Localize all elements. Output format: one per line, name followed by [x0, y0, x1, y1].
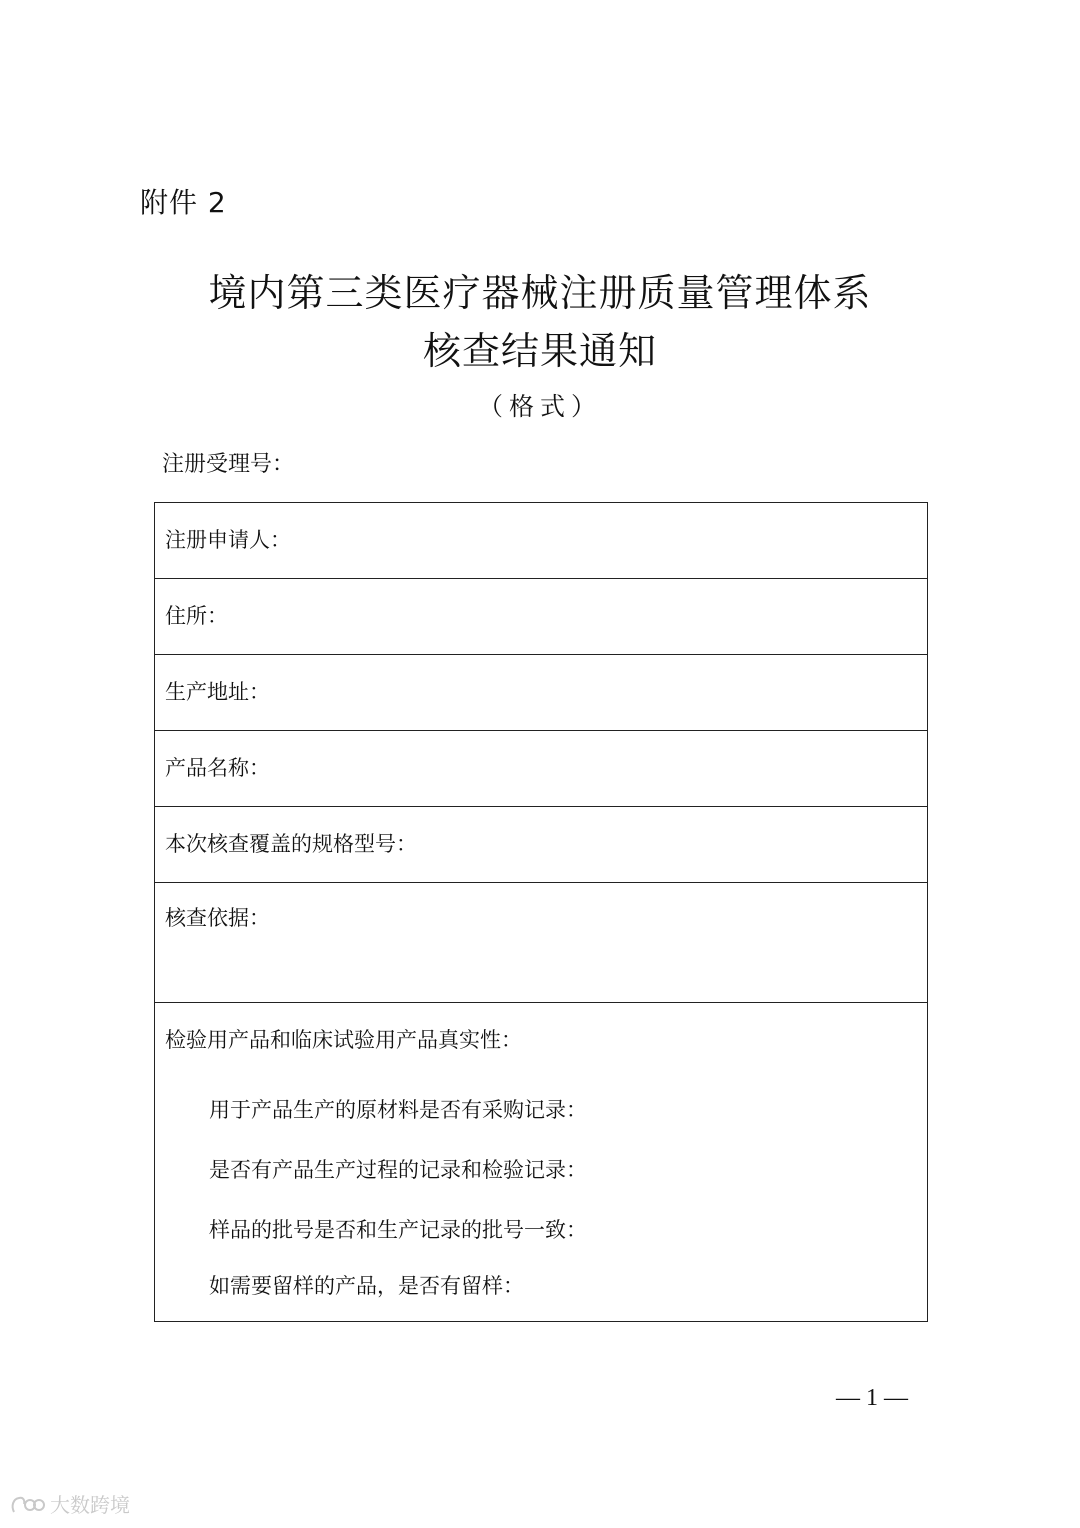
- registration-number-label: 注册受理号：: [162, 452, 295, 477]
- production-inspection-record-item: 是否有产品生产过程的记录和检验记录：: [209, 1158, 587, 1182]
- watermark-logo-icon: [10, 1494, 46, 1516]
- watermark: [10, 1492, 130, 1518]
- form-row-applicant: [155, 503, 927, 579]
- batch-number-consistency-item: 样品的批号是否和生产记录的批号一致：: [209, 1218, 587, 1242]
- form-row-models-covered: [155, 807, 927, 883]
- sample-retention-item: 如需要留样的产品，是否有留样：: [209, 1274, 524, 1298]
- form-row-production-address: [155, 655, 927, 731]
- raw-material-purchase-record-item: 用于产品生产的原材料是否有采购记录：: [209, 1098, 587, 1122]
- models-covered-label: 本次核查覆盖的规格型号：: [165, 832, 417, 856]
- attachment-label: 附件 2: [140, 186, 227, 219]
- form-row-inspection-basis: [155, 883, 927, 1003]
- document-title-line-2: 核查结果通知: [422, 329, 657, 373]
- applicant-label: 注册申请人：: [165, 528, 291, 552]
- product-name-label: 产品名称：: [165, 756, 270, 780]
- form-row-product-name: [155, 731, 927, 807]
- residence-label: 住所：: [165, 604, 228, 628]
- page-number: — 1 —: [836, 1385, 908, 1411]
- form-row-product-authenticity: [155, 1003, 927, 1321]
- watermark-text: 大数跨境: [50, 1493, 130, 1517]
- production-address-label: 生产地址：: [165, 680, 270, 704]
- form-row-residence: [155, 579, 927, 655]
- document-title-line-1: 境内第三类医疗器械注册质量管理体系: [208, 271, 872, 315]
- product-authenticity-label: 检验用产品和临床试验用产品真实性：: [165, 1028, 522, 1052]
- document-subtitle: （格式）: [477, 392, 602, 421]
- inspection-basis-label: 核查依据：: [165, 906, 270, 930]
- form-table: [154, 502, 928, 1322]
